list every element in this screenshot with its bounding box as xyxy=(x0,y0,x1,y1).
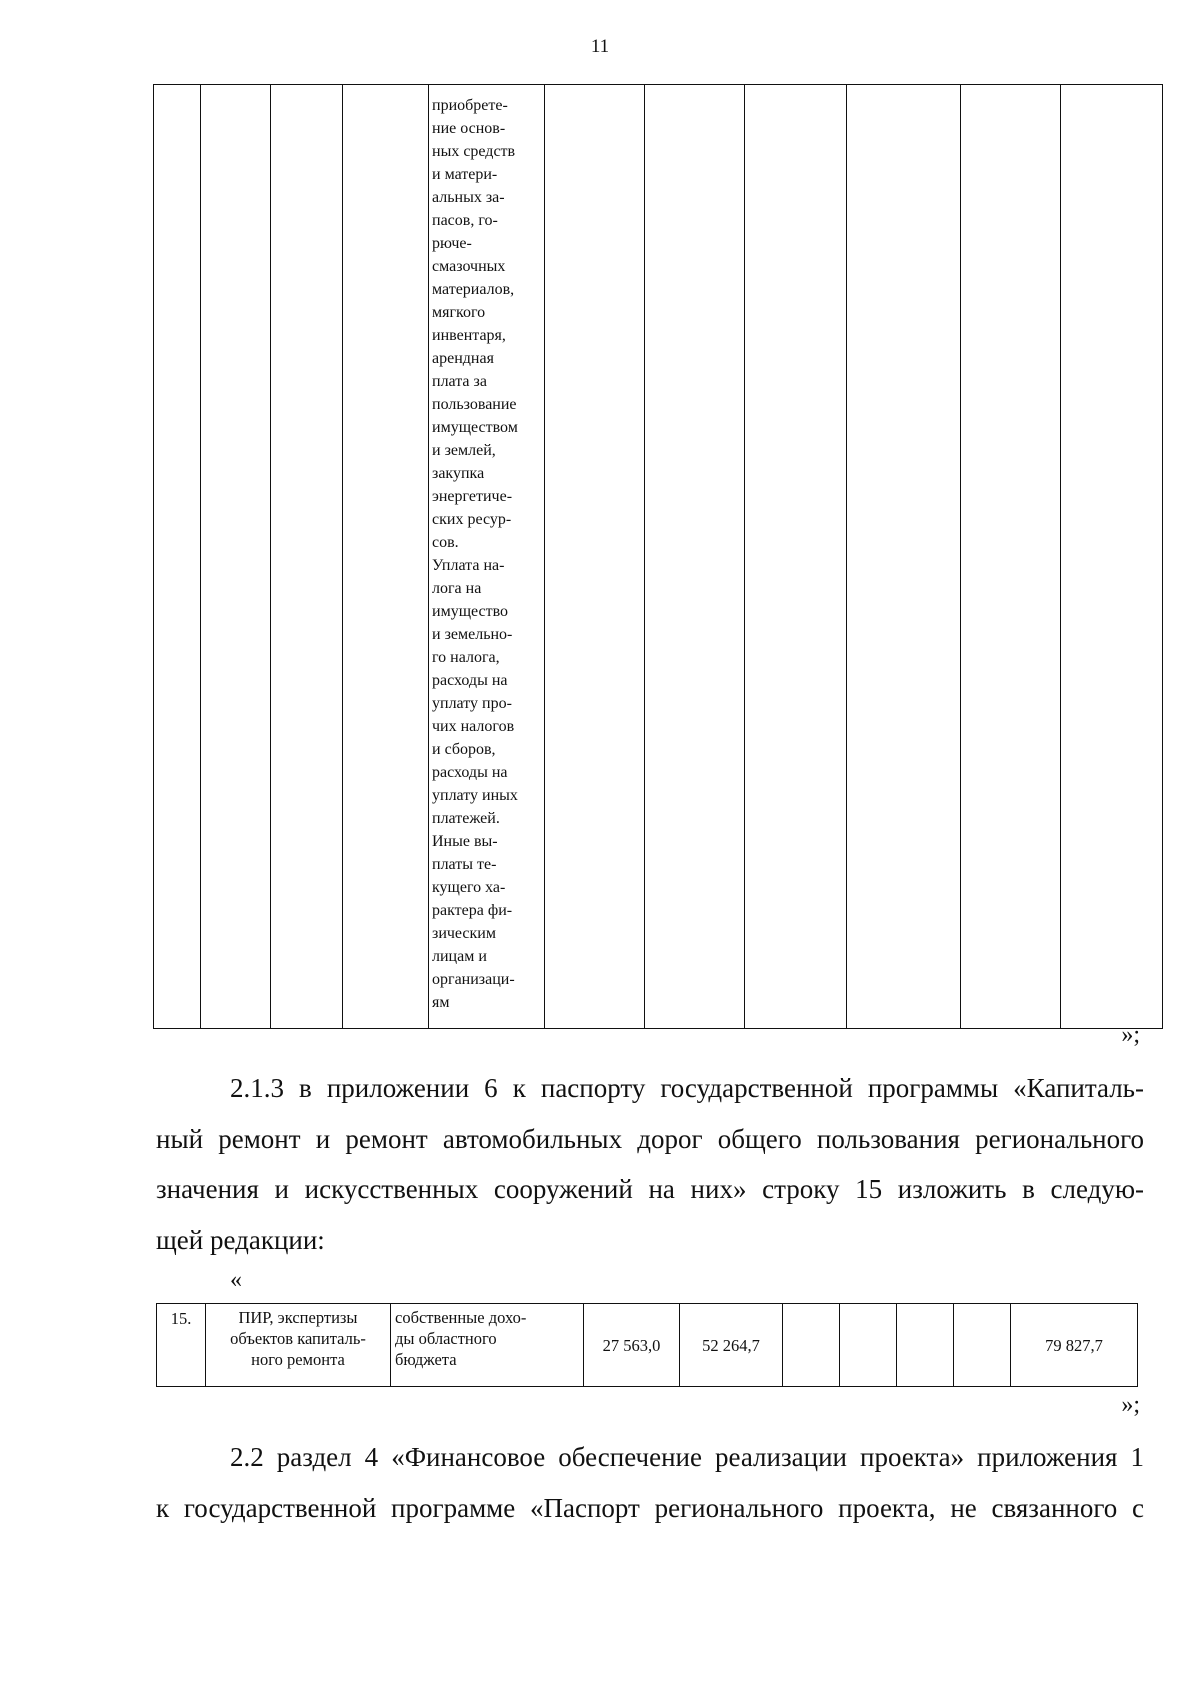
row-name: ПИР, экспертизы объектов капиталь- ного ремонта xyxy=(206,1304,391,1387)
value-cell xyxy=(840,1304,897,1387)
table-cell xyxy=(343,85,429,1029)
total-cell: 79 827,7 xyxy=(1011,1304,1138,1387)
row-number: 15. xyxy=(157,1304,206,1387)
table-row xyxy=(157,1304,1138,1387)
paragraph-line: 2.2 раздел 4 «Финансовое обеспечение реализации проекта» приложения 1 xyxy=(230,1442,1144,1472)
paragraph-line: значения и искусственных сооружений на них» строку 15 изложить в следую- xyxy=(156,1174,1144,1204)
expense-description-cell: приобрете- ние основ- ных средств и матери- альных за- пасов, го- рюче- смазочных материалов, мягкого инвентаря, арендная плата за пользование имуществом и землей, закупка энергетиче- ских ресур- сов. Уплата на- лога на имущество и земельно- го налога, расходы на уплату про- чих налогов и сборов, расходы на уплату иных платежей. Иные вы- платы те- кущего ха- рактера фи- зическим лицам и организаци- ям xyxy=(429,85,545,1029)
table-cell xyxy=(271,85,343,1029)
paragraph-2-1-3 xyxy=(156,1063,1144,1265)
table-cell xyxy=(961,85,1061,1029)
opening-quote: « xyxy=(230,1267,242,1293)
paragraph-line: 2.1.3 в приложении 6 к паспорту государственной программы «Капиталь- xyxy=(230,1073,1144,1103)
table-cell xyxy=(545,85,645,1029)
value-cell xyxy=(783,1304,840,1387)
closing-quote: »; xyxy=(1121,1392,1140,1418)
paragraph-line: ный ремонт и ремонт автомобильных дорог общего пользования регионального xyxy=(156,1123,1144,1154)
paragraph-2-2 xyxy=(156,1432,1144,1533)
paragraph-line: щей редакции: xyxy=(156,1224,325,1255)
row-15-table xyxy=(156,1303,1138,1387)
table-cell xyxy=(1061,85,1163,1029)
value-cell: 27 563,0 xyxy=(584,1304,680,1387)
table-cell xyxy=(201,85,271,1029)
table-cell xyxy=(847,85,961,1029)
value-cell xyxy=(897,1304,954,1387)
paragraph-line: к государственной программе «Паспорт регионального проекта, не связанного с xyxy=(156,1492,1144,1523)
value-cell xyxy=(954,1304,1011,1387)
top-table-continuation xyxy=(153,84,1163,1029)
table-cell xyxy=(645,85,745,1029)
table-cell xyxy=(745,85,847,1029)
funding-source: собственные дохо- ды областного бюджета xyxy=(391,1304,584,1387)
closing-quote: »; xyxy=(1121,1022,1140,1048)
table-cell xyxy=(154,85,201,1029)
value-cell: 52 264,7 xyxy=(680,1304,783,1387)
page-number: 11 xyxy=(590,36,610,57)
